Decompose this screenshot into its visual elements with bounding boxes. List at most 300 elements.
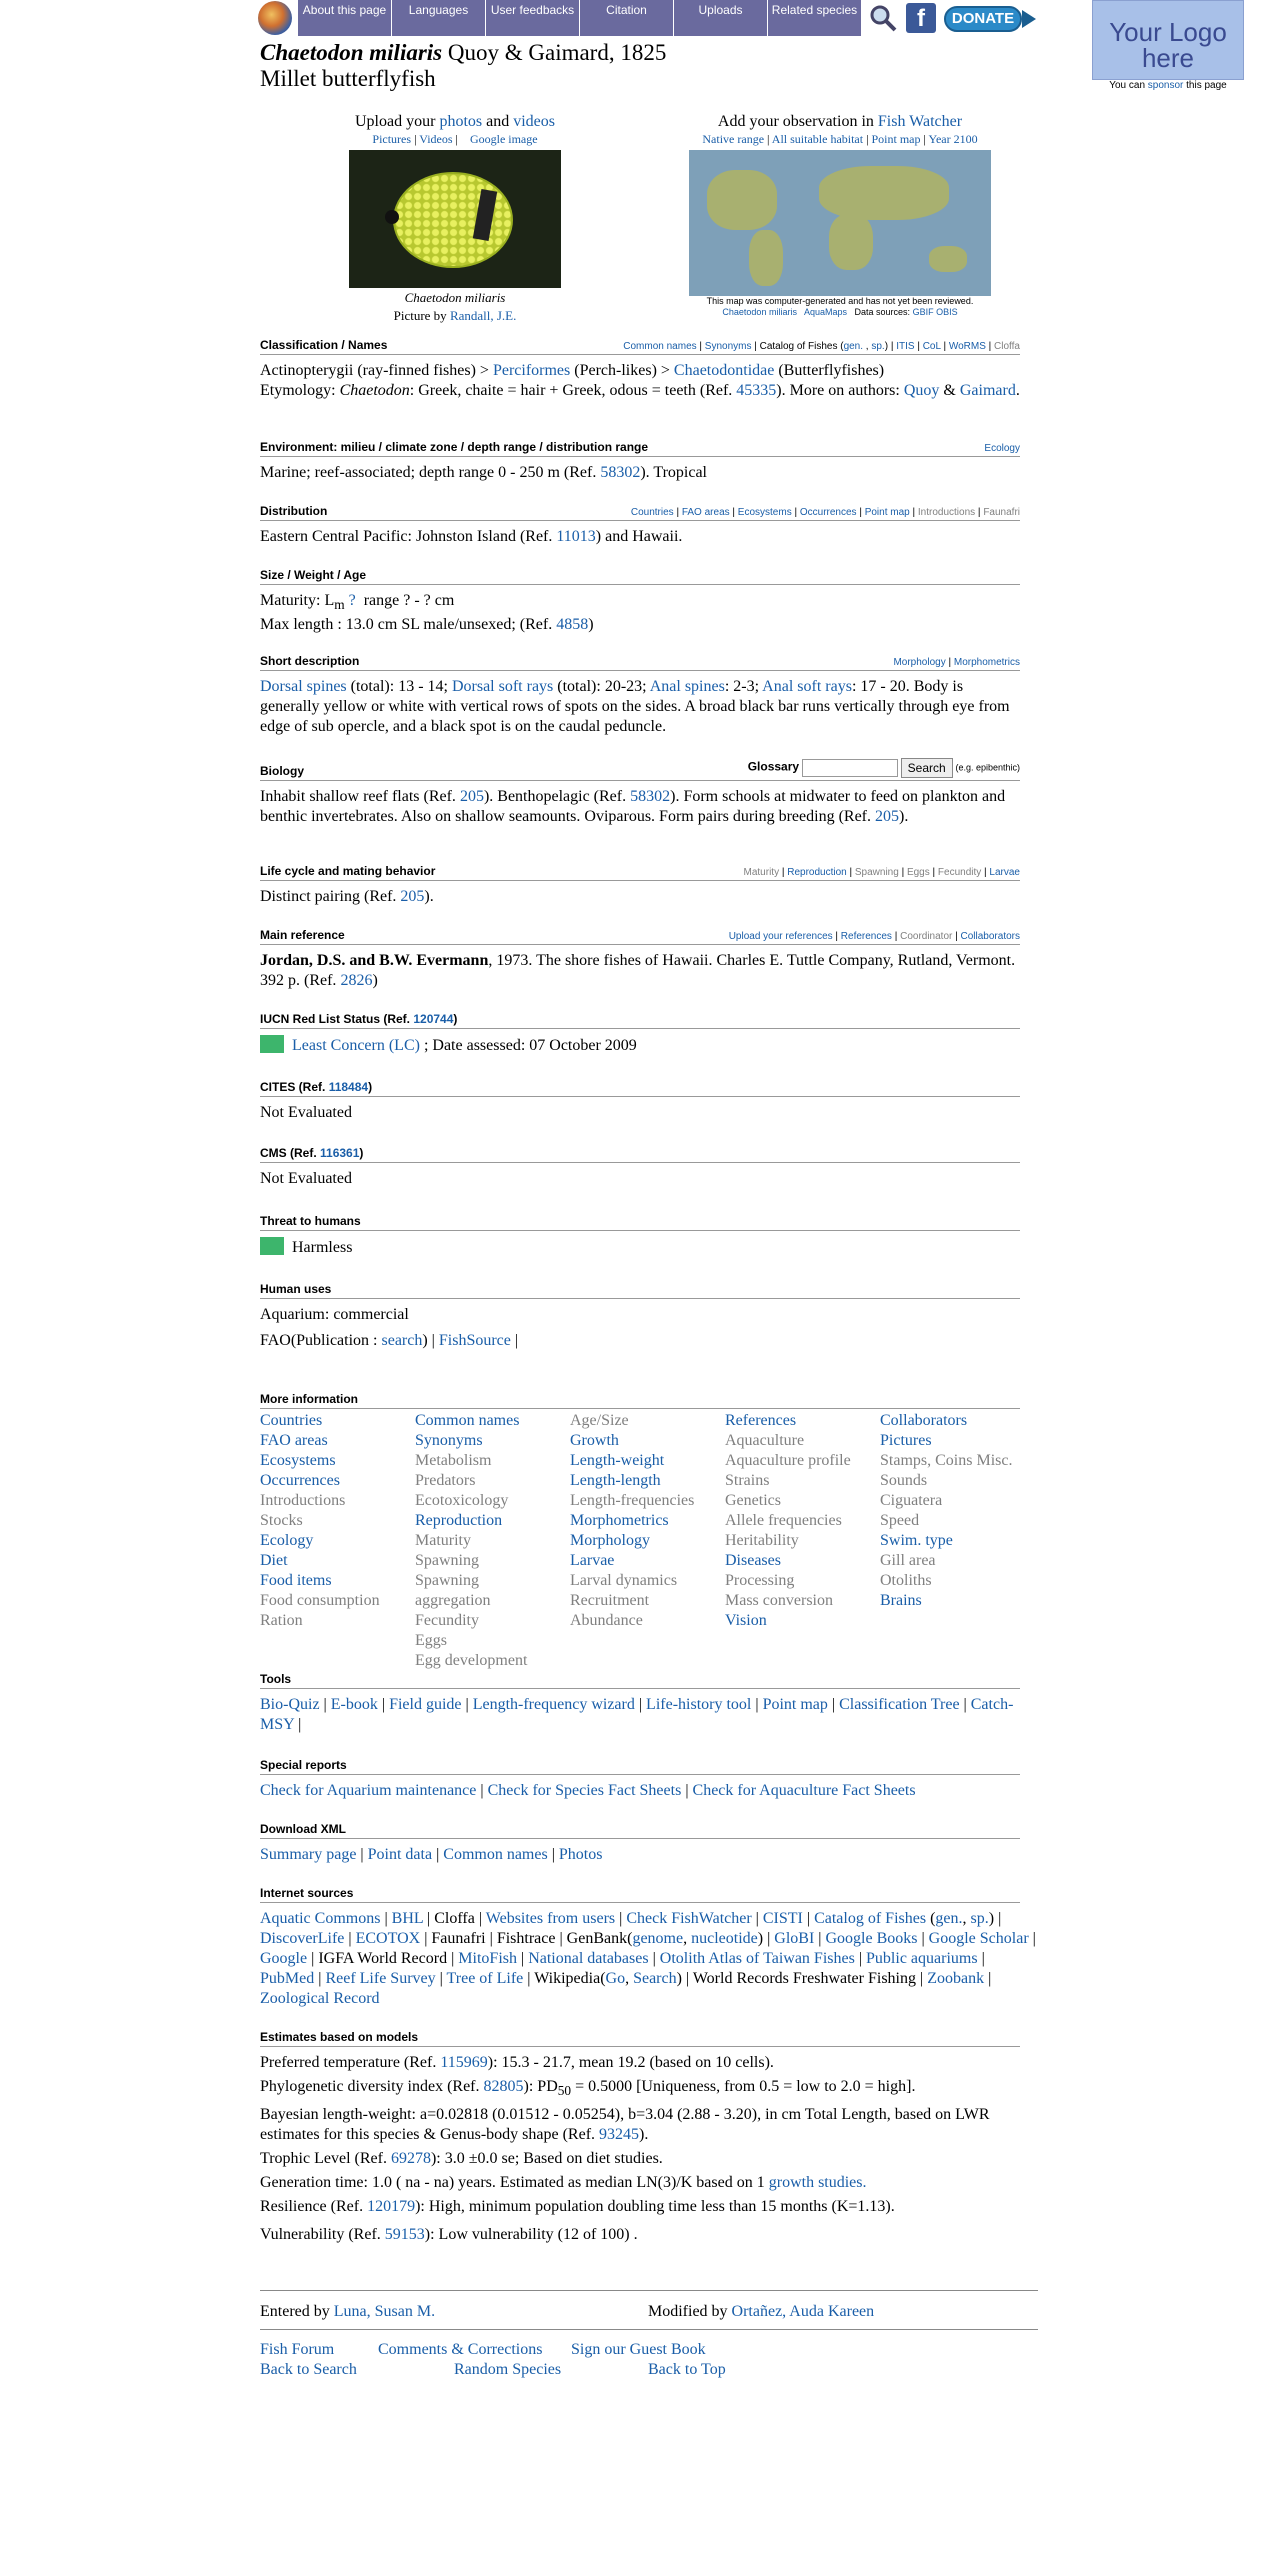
back-to-search-link[interactable]: Back to Search xyxy=(260,2361,357,2378)
pd-value: = 0.5000 [Uniqueness, from 0.5 = low to 2.0 = high]. xyxy=(575,2078,916,2095)
entered-by-link[interactable]: Luna, Susan M. xyxy=(333,2303,436,2320)
life-text-2: ). xyxy=(424,888,434,905)
distribution-section: Distribution Countries | FAO areas | Ecosystems | Occurrences | Point map | Introductions | Faunafri Eastern Central Pacific: Johnston Island (Ref. 11013) and Hawaii. xyxy=(260,504,1020,545)
maturity-label: Maturity: L xyxy=(260,592,335,609)
suitable-habitat-link[interactable]: All suitable habitat xyxy=(771,132,864,146)
maturity-sub: m xyxy=(334,597,345,613)
aquatic-commons-link[interactable]: Aquatic Commons xyxy=(260,1910,381,1927)
fact-sheets-link[interactable]: Check for Species Fact Sheets xyxy=(487,1782,682,1799)
fishbase-globe-icon[interactable] xyxy=(258,1,292,35)
more-info-item: Eggs xyxy=(415,1632,447,1649)
harmless-icon xyxy=(260,1237,284,1255)
gbif-obis-link[interactable]: GBIF OBIS xyxy=(912,307,958,317)
logo-caption xyxy=(1092,80,1244,91)
biology-title: Biology xyxy=(260,764,304,778)
nav-about[interactable]: About this page xyxy=(298,0,392,36)
more-info-title: More information xyxy=(260,1392,358,1406)
glossary-search-input[interactable] xyxy=(802,759,898,777)
morphometrics-link[interactable]: Morphometrics xyxy=(953,657,1020,668)
anal-spines-link[interactable]: Anal spines xyxy=(649,678,725,695)
ref-text: , 1973. The shore fishes of Hawaii. Charles E. Tuttle Company, Rutland, Vermont. 392 p. (Ref. xyxy=(260,952,1016,989)
class-text-a: Actinopterygii (ray-finned fishes) > xyxy=(260,362,489,379)
more-info-item: Abundance xyxy=(570,1612,643,1629)
internet-sources-section: Internet sources Aquatic Commons | BHL | Cloffa | Websites from users | Check FishWatcher | CISTI | Catalog of Fishes (gen., sp.) | DiscoverLife | ECOTOX | Faunafri | Fishtrace | GenBank(genome, nucleotide) | GloBI | Google Books | Google Scholar | Google | IGFA World Record | MitoFish | National databases | Otolith Atlas of Taiwan Fishes | Public aquariums | PubMed | Reef Life Survey | Tree of Life | Wikipedia(Go, Search) | World Records Freshwater Fishing | Zoobank | Zoological Record xyxy=(260,1886,1036,2007)
sponsor-logo-placeholder[interactable] xyxy=(1092,0,1244,80)
ref-120744-link[interactable]: 120744 xyxy=(413,1012,454,1026)
eggs-label: Eggs xyxy=(906,867,930,878)
more-info-item[interactable]: Morphometrics xyxy=(570,1512,669,1529)
photo-block: Upload your photos and videos Pictures | Videos | Google image Chaetodon miliaris Picture by Randall, J.E. xyxy=(310,112,600,324)
life-cycle-section: Life cycle and mating behavior Maturity | Reproduction | Spawning | Eggs | Fecundity | Larvae Distinct pairing (Ref. 205). xyxy=(260,864,1020,905)
faunafri-label: Faunafri xyxy=(983,507,1020,518)
more-info-item[interactable]: Ecology xyxy=(260,1532,314,1549)
more-info-item: Strains xyxy=(725,1472,770,1489)
more-info-item[interactable]: Morphology xyxy=(570,1532,650,1549)
aquamaps-link[interactable]: AquaMaps xyxy=(803,307,847,317)
dorsal-spines-link[interactable]: Dorsal spines xyxy=(260,678,347,695)
google-books-link[interactable]: Google Books xyxy=(825,1930,918,1947)
ref-59153-link[interactable]: 59153 xyxy=(384,2226,425,2244)
countries-link[interactable]: Countries xyxy=(630,507,674,518)
references-link[interactable]: References xyxy=(840,931,892,942)
donate-label: DONATE xyxy=(944,6,1022,32)
genbank-text: GenBank( xyxy=(566,1930,633,1947)
morphology-link[interactable]: Morphology xyxy=(893,657,946,668)
faunafri-text: Faunafri xyxy=(431,1930,486,1947)
year-2100-link[interactable]: Year 2100 xyxy=(928,132,978,146)
etymology-text: : Greek, chaite = hair + Greek, odous = teeth (Ref. xyxy=(409,382,733,399)
more-info-item: Stamps, Coins Misc. xyxy=(880,1452,1013,1469)
life-title: Life cycle and mating behavior xyxy=(260,864,436,878)
more-info-item[interactable]: References xyxy=(725,1412,797,1429)
upload-references-link[interactable]: Upload your references xyxy=(728,931,833,942)
growth-studies-link[interactable]: growth studies. xyxy=(768,2174,867,2192)
ref-116361-link[interactable]: 116361 xyxy=(320,1146,360,1160)
short-desc-title: Short description xyxy=(260,654,360,668)
ref-authors: Jordan, D.S. and B.W. Evermann xyxy=(260,952,489,969)
more-info-item[interactable]: Collaborators xyxy=(880,1412,968,1429)
anal-soft-rays-link[interactable]: Anal soft rays xyxy=(762,678,852,695)
ref-69278-link[interactable]: 69278 xyxy=(390,2150,431,2168)
cms-section xyxy=(260,1146,1020,1189)
cites-close: ) xyxy=(368,1080,373,1094)
fao-end: | xyxy=(514,1332,519,1349)
aquarium-check-link[interactable]: Check for Aquarium maintenance xyxy=(260,1782,477,1799)
col-link[interactable]: CoL xyxy=(922,341,941,352)
more-info-item: Ecotoxicology xyxy=(415,1492,509,1509)
reef-life-survey-link[interactable]: Reef Life Survey xyxy=(325,1970,436,1987)
more-info-item: Mass conversion xyxy=(725,1592,833,1609)
nucleotide-link[interactable]: nucleotide xyxy=(691,1930,758,1947)
videos-small-link[interactable]: Videos xyxy=(419,132,453,146)
random-species-link[interactable]: Random Species xyxy=(454,2361,562,2378)
wikipedia-go-link[interactable]: Go xyxy=(605,1970,626,1987)
pd-sub: 50 xyxy=(557,2083,572,2099)
iucn-title: IUCN Red List Status (Ref. xyxy=(260,1012,411,1026)
fecundity-label: Fecundity xyxy=(937,867,982,878)
main-reference-section: Main reference Upload your references | References | Coordinator | Collaborators Jordan, D.S. and B.W. Evermann, 1973. The shore fishes of Hawaii. Charles E. Tuttle Company, Rutland, Vermont. 392 p. (Ref. 2826) xyxy=(260,928,1020,989)
zoobank-link[interactable]: Zoobank xyxy=(927,1970,985,1987)
threat-section xyxy=(260,1214,1020,1258)
ref-118484-link[interactable]: 118484 xyxy=(328,1080,369,1094)
fishsource-link[interactable]: FishSource xyxy=(438,1332,511,1349)
temp-value: ): 15.3 - 21.7, mean 19.2 (based on 10 cells). xyxy=(487,2054,774,2071)
classification-title: Classification / Names xyxy=(260,338,388,352)
zoological-record-link[interactable]: Zoological Record xyxy=(260,1990,380,2007)
cms-title: CMS (Ref. xyxy=(260,1146,317,1160)
more-info-item: Larval dynamics xyxy=(570,1572,678,1589)
check-fishwatcher-link[interactable]: Check FishWatcher xyxy=(626,1910,752,1927)
etymology-label: Etymology: xyxy=(260,382,336,399)
google-link[interactable]: Google xyxy=(260,1950,308,1967)
more-info-item: Introductions xyxy=(260,1492,346,1509)
fish-photo[interactable] xyxy=(349,150,561,288)
modified-by-link[interactable]: Ortañez, Auda Kareen xyxy=(731,2303,875,2320)
map-block: Add your observation in Fish Watcher Native range | All suitable habitat | Point map | Year 2100 This map was computer-generated and has not yet been reviewed. Chaetodon miliaris AquaMaps Data sources: GBIF OBIS xyxy=(680,112,1000,318)
ref-205-link-c[interactable]: 205 xyxy=(400,888,425,905)
entered-by-label: Entered by xyxy=(260,2303,330,2320)
more-info-item: Otoliths xyxy=(880,1572,932,1589)
sponsor-link[interactable]: sponsor xyxy=(1147,80,1184,91)
life-text-1: Distinct pairing (Ref. xyxy=(260,888,397,905)
fao-search-link[interactable]: search xyxy=(381,1332,423,1349)
special-title: Special reports xyxy=(260,1758,347,1772)
spawning-label: Spawning xyxy=(854,867,899,878)
environment-title: Environment: milieu / climate zone / depth range / distribution range xyxy=(260,440,649,454)
more-info-item[interactable]: Brains xyxy=(880,1592,922,1609)
ref-93245-link[interactable]: 93245 xyxy=(599,2126,640,2144)
more-info-item: Recruitment xyxy=(570,1592,650,1609)
data-sources-label: Data sources: xyxy=(854,307,911,317)
special-reports-section: Special reports Check for Aquarium maintenance | Check for Species Fact Sheets | Check for Aquaculture Fact Sheets xyxy=(260,1758,1020,1801)
footer-credits xyxy=(260,2290,1038,2330)
cof-gen-link-2[interactable]: gen. xyxy=(935,1910,963,1927)
google-image-link[interactable]: Google image xyxy=(469,132,538,146)
google-scholar-link[interactable]: Google Scholar xyxy=(928,1930,1029,1947)
iucn-close: ) xyxy=(453,1012,458,1026)
search-icon[interactable] xyxy=(866,1,900,35)
environment-text-b: ). Tropical xyxy=(640,464,707,481)
pd-label: ): PD xyxy=(523,2078,558,2095)
more-info-item[interactable]: Reproduction xyxy=(415,1512,503,1529)
fao-areas-link[interactable]: FAO areas xyxy=(681,507,730,518)
donate-fish-tail-icon xyxy=(1022,10,1036,28)
ref-2826-link[interactable]: 2826 xyxy=(340,972,373,989)
world-records-text: World Records Freshwater Fishing xyxy=(692,1970,916,1987)
ref-120179-link[interactable]: 120179 xyxy=(367,2198,416,2216)
otolith-atlas-link[interactable]: Otolith Atlas of Taiwan Fishes xyxy=(659,1950,855,1967)
more-info-item: Genetics xyxy=(725,1492,781,1509)
more-info-item: Speed xyxy=(880,1512,920,1529)
trophic-text: Trophic Level (Ref. xyxy=(260,2150,387,2168)
back-to-top-link[interactable]: Back to Top xyxy=(648,2361,726,2378)
dorsal-soft-rays-link[interactable]: Dorsal soft rays xyxy=(451,678,554,695)
more-info-item: Aquaculture xyxy=(725,1432,805,1449)
ref-205-link-a[interactable]: 205 xyxy=(459,788,484,805)
fish-watcher-link[interactable]: Fish Watcher xyxy=(877,113,963,130)
observation-text: Add your observation in xyxy=(717,113,874,130)
more-info-item[interactable]: Food items xyxy=(260,1572,332,1589)
ref-115969-link[interactable]: 115969 xyxy=(440,2054,488,2071)
nav-uploads[interactable]: Uploads xyxy=(674,0,768,36)
glossary-label: Glossary xyxy=(747,759,800,774)
reproduction-link[interactable]: Reproduction xyxy=(787,867,847,878)
generation-text: Generation time: 1.0 ( na - na) years. Estimated as median LN(3)/K based on 1 xyxy=(260,2174,765,2192)
class-text-c: (Butterflyfishes) xyxy=(778,362,885,379)
short-description-section: Short description Morphology | Morphometrics Dorsal spines (total): 13 - 14; Dorsal soft rays (total): 20-23; Anal spines: 2-3; Anal soft rays: 17 - 20. Body is generally yellow or white with vertical rows of spots on the sides. A broad black bar runs vertically through eye from edge of sub opercle, and a black spot is on the caudal peduncle. xyxy=(260,654,1020,735)
more-info-item: Spawning xyxy=(415,1552,479,1569)
more-info-item: Maturity xyxy=(415,1532,471,1549)
distribution-title: Distribution xyxy=(260,504,328,518)
more-info-item: Metabolism xyxy=(415,1452,492,1469)
top-navigation xyxy=(258,0,1036,36)
and-text: and xyxy=(486,113,510,130)
ref-205-link-b[interactable]: 205 xyxy=(875,808,899,825)
comments-link[interactable]: Comments & Corrections xyxy=(378,2341,543,2358)
cof-gen-link[interactable]: gen. xyxy=(843,341,864,352)
more-info-col-4 xyxy=(725,1411,880,1671)
iucn-status-link[interactable]: Least Concern (LC) xyxy=(292,1037,420,1054)
logo-caption-post: this page xyxy=(1186,80,1227,91)
human-uses-section xyxy=(260,1282,1020,1351)
photo-caption: Chaetodon miliaris xyxy=(404,290,506,305)
glossary-search-button[interactable]: Search xyxy=(901,758,953,778)
bio-text-4: ). xyxy=(899,808,909,825)
etymology-genus: Chaetodon xyxy=(339,382,410,399)
more-info-item[interactable]: Swim. type xyxy=(880,1532,953,1549)
threat-title: Threat to humans xyxy=(260,1214,361,1228)
more-info-item[interactable]: Synonyms xyxy=(415,1432,483,1449)
more-info-item: Predators xyxy=(415,1472,476,1489)
common-names-xml-link[interactable]: Common names xyxy=(443,1846,548,1863)
native-range-link[interactable]: Native range xyxy=(702,132,765,146)
footer-links xyxy=(260,2340,1038,2380)
ecotox-link[interactable]: ECOTOX xyxy=(355,1930,421,1947)
more-info-item[interactable]: Ecosystems xyxy=(260,1452,336,1469)
genome-link[interactable]: genome xyxy=(632,1930,684,1947)
more-info-item: Food consumption xyxy=(260,1592,380,1609)
aquaculture-sheets-link[interactable]: Check for Aquaculture Fact Sheets xyxy=(692,1782,916,1799)
cites-status: Not Evaluated xyxy=(260,1104,352,1121)
sd-text-2: (total): 20-23; xyxy=(557,678,647,695)
pd-text: Phylogenetic diversity index (Ref. xyxy=(260,2078,480,2095)
distribution-text-a: Eastern Central Pacific: Johnston Island (Ref. xyxy=(260,528,553,545)
more-info-item: Aquaculture profile xyxy=(725,1452,851,1469)
pictures-link[interactable]: Pictures xyxy=(372,132,412,146)
mitofish-link[interactable]: MitoFish xyxy=(458,1950,517,1967)
ref-4858-link[interactable]: 4858 xyxy=(556,616,589,634)
catalog-fishes-link[interactable]: Catalog of Fishes xyxy=(814,1910,927,1927)
photos-link[interactable]: photos xyxy=(439,113,483,130)
larvae-link[interactable]: Larvae xyxy=(989,867,1020,878)
facebook-icon[interactable]: f xyxy=(904,1,938,35)
more-info-col-3 xyxy=(570,1411,725,1671)
ref-11013-link[interactable]: 11013 xyxy=(556,528,596,545)
more-info-item: Gill area xyxy=(880,1552,936,1569)
more-info-col-2 xyxy=(415,1411,570,1671)
field-guide-link[interactable]: Field guide xyxy=(389,1696,462,1713)
tools-title: Tools xyxy=(260,1672,292,1686)
fish-forum-link[interactable]: Fish Forum xyxy=(260,2341,335,2358)
point-map-link[interactable]: Point map xyxy=(871,132,921,146)
cof-sp-link-2[interactable]: sp. xyxy=(970,1910,989,1927)
perciformes-link[interactable]: Perciformes xyxy=(492,362,571,379)
nav-languages[interactable]: Languages xyxy=(392,0,486,36)
tools-point-map-link[interactable]: Point map xyxy=(762,1696,828,1713)
map-species-link[interactable]: Chaetodon miliaris xyxy=(722,307,797,317)
pubmed-link[interactable]: PubMed xyxy=(260,1970,315,1987)
synonyms-link[interactable]: Synonyms xyxy=(704,341,752,352)
cites-title: CITES (Ref. xyxy=(260,1080,326,1094)
classification-tree-link[interactable]: Classification Tree xyxy=(839,1696,960,1713)
more-info-item: Egg development xyxy=(415,1652,528,1669)
more-info-item[interactable]: Countries xyxy=(260,1412,323,1429)
max-length-close: ) xyxy=(588,616,594,634)
more-info-item: Spawning xyxy=(415,1572,479,1589)
cloffa-text: Cloffa xyxy=(434,1910,475,1927)
sd-text-1: (total): 13 - 14; xyxy=(350,678,448,695)
nav-related-species[interactable]: Related species xyxy=(768,0,862,36)
more-info-item: Sounds xyxy=(880,1472,928,1489)
resilience-value: ): High, minimum population doubling time less than 15 months (K=1.13). xyxy=(415,2198,895,2216)
vulnerability-value: ): Low vulnerability (12 of 100) . xyxy=(424,2226,638,2244)
iucn-date: ; Date assessed: 07 October 2009 xyxy=(423,1037,637,1054)
gaimard-link[interactable]: Gaimard xyxy=(959,382,1016,399)
sd-text-4: : 17 - 20. Body is generally yellow or white with vertical rows of spots on the sides. A broad black bar runs vertically through eye from edge of sub opercle, and a black spot is on the caudal peduncle. xyxy=(260,678,1010,735)
photographer-link[interactable]: Randall, J.E. xyxy=(449,308,517,323)
size-section xyxy=(260,568,1020,635)
resilience-text: Resilience (Ref. xyxy=(260,2198,364,2216)
sd-text-3: : 2-3; xyxy=(724,678,760,695)
chaetodontidae-link[interactable]: Chaetodontidae xyxy=(673,362,775,379)
internet-title: Internet sources xyxy=(260,1886,354,1900)
bhl-link[interactable]: BHL xyxy=(391,1910,424,1927)
catch-msy-link[interactable]: Catch-MSY xyxy=(260,1696,1014,1733)
discoverlife-link[interactable]: DiscoverLife xyxy=(260,1930,345,1947)
life-history-link[interactable]: Life-history tool xyxy=(646,1696,752,1713)
national-databases-link[interactable]: National databases xyxy=(528,1950,649,1967)
bayesian-close: ). xyxy=(639,2126,649,2144)
more-info-item: Allele frequencies xyxy=(725,1512,842,1529)
point-map-dist-link[interactable]: Point map xyxy=(864,507,910,518)
more-info-item[interactable]: Length-length xyxy=(570,1472,661,1489)
websites-users-link[interactable]: Websites from users xyxy=(485,1910,616,1927)
maturity-help-link[interactable]: ? xyxy=(348,592,356,609)
guest-book-link[interactable]: Sign our Guest Book xyxy=(571,2341,706,2358)
amp-text: & xyxy=(943,382,956,399)
more-info-item: Processing xyxy=(725,1572,795,1589)
class-text-b: (Perch-likes) > xyxy=(574,362,670,379)
species-author: Quoy & Gaimard, 1825 xyxy=(447,40,667,65)
common-name: Millet butterflyfish xyxy=(260,66,436,91)
biology-section xyxy=(260,758,1020,827)
collaborators-link[interactable]: Collaborators xyxy=(960,931,1020,942)
more-info-item: Age/Size xyxy=(570,1412,629,1429)
credit-pre: Picture by xyxy=(393,308,447,323)
ref-45335-link[interactable]: 45335 xyxy=(736,382,777,399)
temp-text: Preferred temperature (Ref. xyxy=(260,2054,437,2071)
more-info-item[interactable]: Pictures xyxy=(880,1432,932,1449)
lf-wizard-link[interactable]: Length-frequency wizard xyxy=(472,1696,635,1713)
more-info-item: Fecundity xyxy=(415,1612,479,1629)
videos-link[interactable]: videos xyxy=(513,113,555,130)
more-info-item[interactable]: Occurrences xyxy=(260,1472,340,1489)
point-data-link[interactable]: Point data xyxy=(367,1846,433,1863)
more-info-item[interactable]: Growth xyxy=(570,1432,619,1449)
occurrences-link[interactable]: Occurrences xyxy=(799,507,857,518)
cof-sp-link[interactable]: sp. xyxy=(871,341,885,352)
logo-text: Your Logo here xyxy=(1109,17,1227,73)
species-name: Chaetodon miliaris xyxy=(260,40,443,65)
human-uses-title: Human uses xyxy=(260,1282,332,1296)
more-info-item[interactable]: FAO areas xyxy=(260,1432,328,1449)
nav-user-feedbacks[interactable]: User feedbacks xyxy=(486,0,580,36)
public-aquariums-link[interactable]: Public aquariums xyxy=(866,1950,978,1967)
bio-quiz-link[interactable]: Bio-Quiz xyxy=(260,1696,320,1713)
max-length-text: Max length : 13.0 cm SL male/unsexed; (Ref. xyxy=(260,616,553,634)
more-info-item[interactable]: Common names xyxy=(415,1412,520,1429)
ecosystems-link[interactable]: Ecosystems xyxy=(737,507,792,518)
more-info-item[interactable]: Vision xyxy=(725,1612,767,1629)
ebook-link[interactable]: E-book xyxy=(330,1696,378,1713)
upload-text: Upload your xyxy=(355,113,436,130)
introductions-label: Introductions xyxy=(917,507,976,518)
bio-text-1: Inhabit shallow reef flats (Ref. xyxy=(260,788,456,805)
distribution-text-b: ) and Hawaii. xyxy=(595,528,683,545)
ref-82805-link[interactable]: 82805 xyxy=(483,2078,524,2095)
iucn-section xyxy=(260,1012,1020,1056)
ref-58302-link-b[interactable]: 58302 xyxy=(630,788,671,805)
bayesian-text: Bayesian length-weight: a=0.02818 (0.01512 - 0.05254), b=3.04 (2.88 - 3.20), in cm Total Length, based on LWR estimates for this species & Genus-body shape (Ref. xyxy=(260,2106,990,2144)
more-info-item[interactable]: Diseases xyxy=(725,1552,781,1569)
distribution-map[interactable] xyxy=(689,150,991,296)
more-information-section xyxy=(260,1392,1020,1671)
least-concern-icon xyxy=(260,1035,284,1053)
more-info-item: Ration xyxy=(260,1612,303,1629)
more-info-item: aggregation xyxy=(415,1592,491,1609)
more-info-item[interactable]: Diet xyxy=(260,1552,288,1569)
cisti-link[interactable]: CISTI xyxy=(762,1910,803,1927)
summary-xml-link[interactable]: Summary page xyxy=(260,1846,357,1863)
itis-link[interactable]: ITIS xyxy=(896,341,915,352)
more-info-item[interactable]: Larvae xyxy=(570,1552,615,1569)
xml-title: Download XML xyxy=(260,1822,346,1836)
tree-of-life-link[interactable]: Tree of Life xyxy=(446,1970,524,1987)
more-info-item[interactable]: Length-weight xyxy=(570,1452,665,1469)
cms-status: Not Evaluated xyxy=(260,1170,352,1187)
globi-link[interactable]: GloBI xyxy=(774,1930,815,1947)
donate-button[interactable] xyxy=(944,2,1036,34)
wikipedia-search-link[interactable]: Search xyxy=(633,1970,677,1987)
nav-citation[interactable]: Citation xyxy=(580,0,674,36)
vulnerability-text: Vulnerability (Ref. xyxy=(260,2226,381,2244)
common-names-link[interactable]: Common names xyxy=(623,341,697,352)
ref-58302-link[interactable]: 58302 xyxy=(600,464,641,481)
glossary-example: (e.g. epibenthic) xyxy=(955,762,1020,773)
size-title: Size / Weight / Age xyxy=(260,568,367,582)
quoy-link[interactable]: Quoy xyxy=(903,382,940,399)
photos-xml-link[interactable]: Photos xyxy=(558,1846,603,1863)
fao-text: FAO(Publication : xyxy=(260,1332,378,1349)
coordinator-label: Coordinator xyxy=(900,931,953,942)
more-info-item: Stocks xyxy=(260,1512,303,1529)
worms-link[interactable]: WoRMS xyxy=(948,341,986,352)
download-xml-section: Download XML Summary page | Point data | Common names | Photos xyxy=(260,1822,1020,1865)
fishtrace-text: Fishtrace xyxy=(496,1930,556,1947)
fao-sep: ) | xyxy=(422,1332,435,1349)
logo-caption-pre: You can xyxy=(1109,80,1146,91)
ecology-link[interactable]: Ecology xyxy=(984,443,1020,454)
